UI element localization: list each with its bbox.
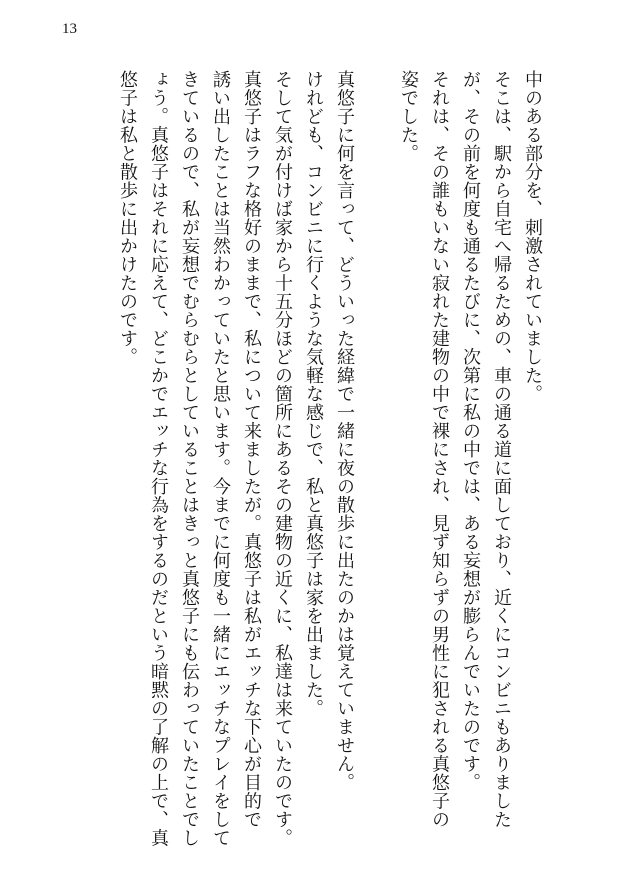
text-line: 真悠子に何を言って、どういった経緯で一緒に夜の散歩に出たのかは覚えていません。 [334, 70, 355, 792]
page-number: 13 [62, 21, 77, 37]
text-line: 真悠子はラフな格好のままで、私について来ましたが。真悠子は私がエッチな下心が目的で [241, 70, 262, 829]
text-line: ょう。真悠子はそれに応えて、どこかでエッチな行為をするのだという暗黙の了解の上で、真 [148, 70, 169, 847]
text-line: 姿でした。 [398, 70, 419, 163]
paragraph-gap [360, 70, 393, 830]
text-line: 悠子は私と散歩に出かけたのです。 [117, 70, 138, 366]
text-line: けれども、コンビニに行くような気軽な感じで、私と真悠子は家を出ました。 [303, 70, 324, 718]
text-line: そして気が付けば家から十五分ほどの箇所にあるその建物の近くに、私達は来ていたのです。 [272, 70, 293, 847]
text-line: 誘い出したことは当然わかっていたと思います。今までに何度も一緒にエッチなプレイをして [210, 70, 231, 847]
text-line: が、その前を何度も通るたびに、次第に私の中では、ある妄想が膨らんでいたのです。 [460, 70, 481, 792]
text-line: それは、その誰もいない寂れた建物の中で裸にされ、見ず知らずの男性に犯される真悠子の [429, 70, 450, 829]
vertical-text-body [112, 70, 548, 847]
text-line: 中のある部分を、刺激されていました。 [522, 70, 543, 403]
text-line: そこは、駅から自宅へ帰るための、車の通る道に面しており、近くにコンビニもありました [491, 70, 512, 829]
text-line: きているので、私が妄想でむらむらとしていることはきっと真悠子にも伝わっていたことでし [179, 70, 200, 847]
